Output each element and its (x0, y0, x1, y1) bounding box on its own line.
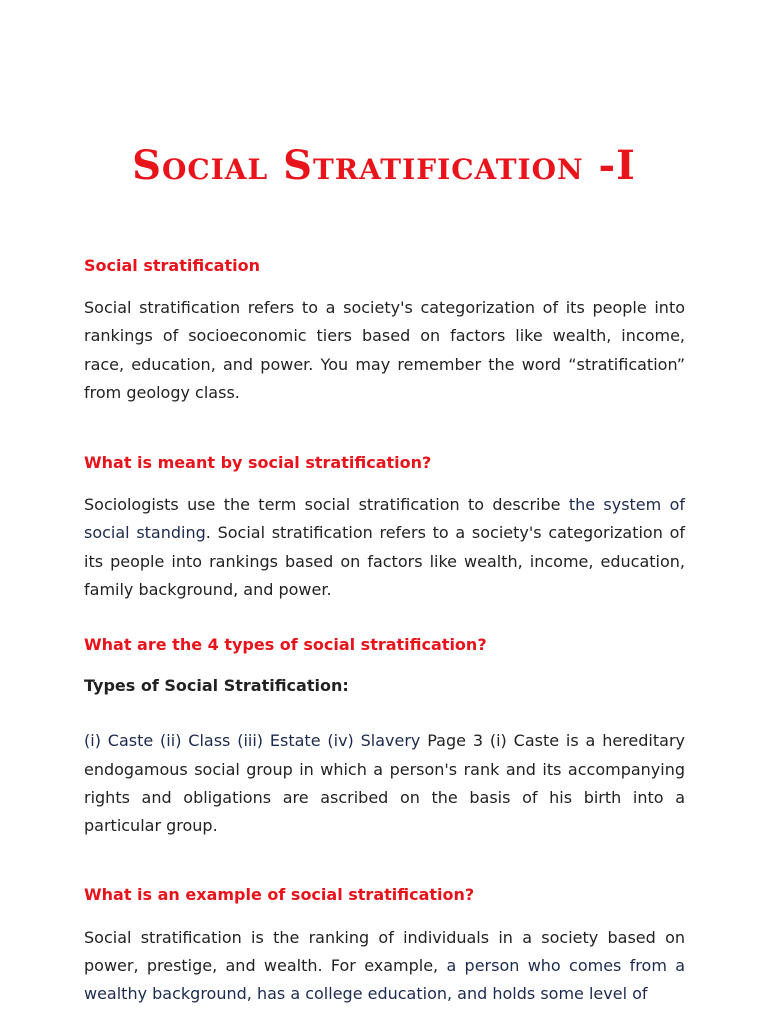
section-body-example-text: Social stratification is the ranking of individuals in a society based on power, prestige, and wealth. For example, (84, 927, 685, 975)
types-subheading: Types of Social Stratification: (84, 676, 349, 696)
page-title: Social Stratification -I (132, 142, 636, 189)
section-body-meaning-text-2: . Social stratification refers to a society's categorization of its people into rankings based on factors like wealth, income, education, family background, and power. (84, 523, 685, 600)
section-body-types-text: Page 3 (i) Caste is a hereditary endogamous social group in which a person's rank and its accompanying rights and obligations are ascribed on the basis of his birth into a particular group. (84, 731, 685, 836)
section-body-social-stratification: Social stratification refers to a society's categorization of its people into rankings of socioeconomic tiers based on factors like wealth, income, race, education, and power. You may remember the word “stratification” from geology class. (84, 298, 685, 402)
section-body-meaning (84, 491, 685, 604)
section-body-meaning-text-1: Sociologists use the term social stratification to describe (84, 495, 569, 515)
section-heading-meaning: What is meant by social stratification? (84, 453, 432, 473)
section-heading-social-stratification: Social stratification (84, 256, 260, 275)
types-list-link[interactable]: (i) Caste (ii) Class (iii) Estate (iv) Slavery (84, 731, 421, 751)
section-body-types (84, 727, 685, 840)
section-heading-example: What is an example of social stratification? (84, 884, 475, 904)
document-body (84, 252, 685, 1008)
system-of-social-standing-link[interactable]: the system of social standing (84, 495, 685, 543)
section-heading-types: What are the 4 types of social stratification? (84, 635, 487, 655)
example-link[interactable]: a person who comes from a wealthy background, has a college education, and holds some level of (84, 955, 686, 1004)
section-body-example (84, 924, 685, 1009)
